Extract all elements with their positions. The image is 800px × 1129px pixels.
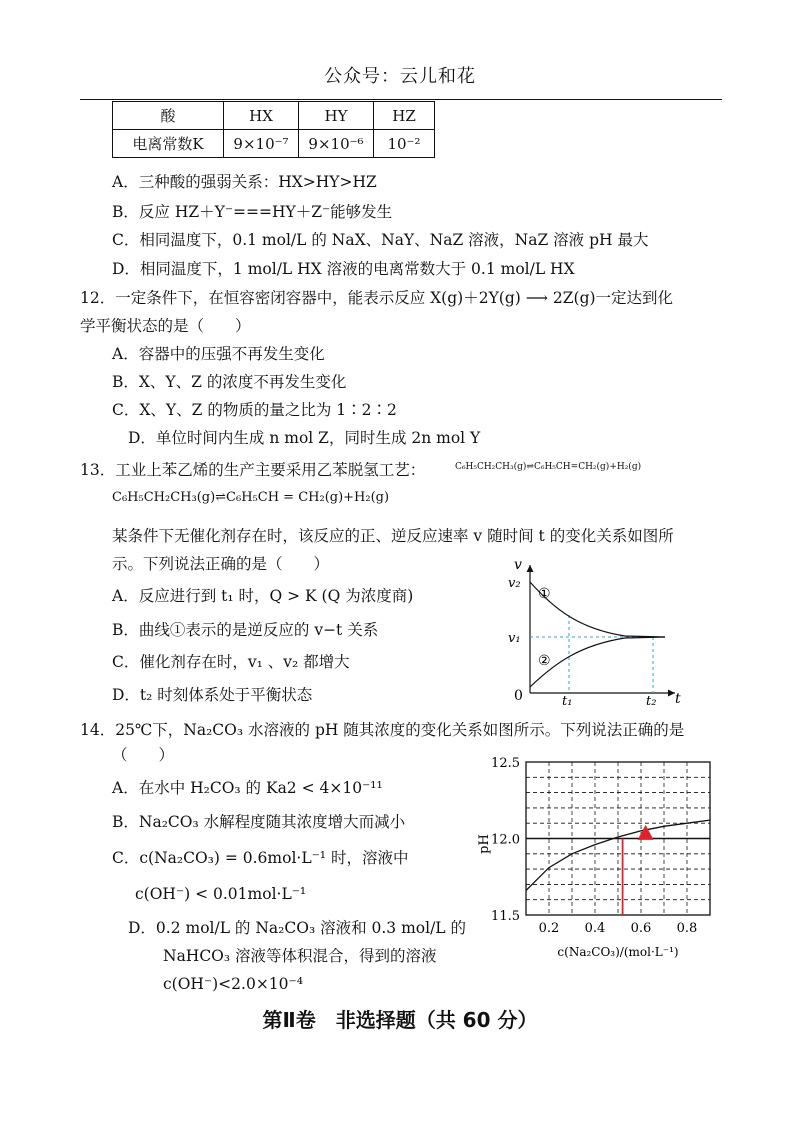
q12-stem-line2: 学平衡状态的是（ ） <box>80 317 251 335</box>
x-tick-label: 0.4 <box>584 921 606 936</box>
table-cell: 电离常数K <box>113 130 224 158</box>
table-cell: 酸 <box>113 102 224 130</box>
table-cell: 9×10⁻⁷ <box>224 130 299 158</box>
table-cell: HZ <box>374 102 435 130</box>
q13-equation: C₆H₅CH₂CH₃(g)⇌C₆H₅CH = CH₂(g)+H₂(g) <box>112 490 390 505</box>
q12-option-a: A．容器中的压强不再发生变化 <box>112 345 325 363</box>
q11-option-c: C．相同温度下，0.1 mol/L 的 NaX、NaY、NaZ 溶液，NaZ 溶液 pH 最大 <box>112 231 649 249</box>
q12-option-d: D．单位时间内生成 n mol Z，同时生成 2n mol Y <box>128 429 481 447</box>
red-arrow-icon <box>638 825 654 840</box>
q14-option-c-line1: C．c(Na₂CO₃) = 0.6mol·L⁻¹ 时，溶液中 <box>112 849 409 867</box>
q12-stem-line1: 12．一定条件下，在恒容密闭容器中，能表示反应 X(g)＋2Y(g) ⟶ 2Z(g)一定达到化 <box>80 289 674 307</box>
ph-concentration-chart <box>470 752 720 964</box>
table-cell: 10⁻² <box>374 130 435 158</box>
q14-stem-line1: 14．25℃下，Na₂CO₃ 水溶液的 pH 随其浓度的变化关系如图所示。下列说法正确的是 <box>80 721 685 739</box>
v2-label: v₂ <box>508 576 521 591</box>
v1-label: v₁ <box>508 631 521 646</box>
chart-grid <box>526 762 710 915</box>
y-axis-label: v <box>514 557 522 573</box>
q11-option-b: B．反应 HZ＋Y⁻===HY＋Z⁻能够发生 <box>112 203 393 221</box>
y-axis-label: pH <box>477 834 492 854</box>
x-tick-label: 0.8 <box>676 921 698 936</box>
table-header-row <box>113 102 435 130</box>
x-tick-label: 0.2 <box>538 921 560 936</box>
q13-option-a: A．反应进行到 t₁ 时，Q > K (Q 为浓度商) <box>112 587 414 605</box>
q12-option-b: B．X、Y、Z 的浓度不再发生变化 <box>112 373 347 391</box>
q14-option-d-line1: D．0.2 mol/L 的 Na₂CO₃ 溶液和 0.3 mol/L 的 <box>128 919 467 937</box>
q11-option-a: A．三种酸的强弱关系：HX>HY>HZ <box>112 173 377 191</box>
table-cell: 9×10⁻⁶ <box>299 130 374 158</box>
q14-option-b: B．Na₂CO₃ 水解程度随其浓度增大而减小 <box>112 813 406 831</box>
table-cell: HX <box>224 102 299 130</box>
q11-option-d: D．相同温度下，1 mol/L HX 溶液的电离常数大于 0.1 mol/L HX <box>112 260 575 278</box>
t1-label: t₁ <box>562 694 573 705</box>
rate-time-figure <box>500 555 690 705</box>
y-tick-label: 12.5 <box>491 756 520 771</box>
section-title: 第Ⅱ卷 非选择题（共 60 分） <box>262 1008 538 1032</box>
table-row <box>113 130 435 158</box>
y-tick-label: 12.0 <box>491 832 520 848</box>
q13-option-d: D．t₂ 时刻体系处于平衡状态 <box>112 686 313 704</box>
x-axis-label: t <box>675 691 681 705</box>
chart-ticks <box>491 756 697 936</box>
t2-label: t₂ <box>646 694 657 705</box>
table-cell: HY <box>299 102 374 130</box>
q13-equation-small: C₆H₅CH₂CH₃(g)⇌C₆H₅CH=CH₂(g)+H₂(g) <box>455 462 642 472</box>
q14-option-a: A．在水中 H₂CO₃ 的 Ka2 < 4×10⁻¹¹ <box>112 779 383 797</box>
q14-stem-line2: （ ） <box>112 746 175 764</box>
curve-1-label: ① <box>538 586 551 602</box>
q13-stem-line1: 13．工业上苯乙烯的生产主要采用乙苯脱氢工艺： <box>80 461 426 479</box>
q14-option-d-line3: c(OH⁻)<2.0×10⁻⁴ <box>163 975 303 993</box>
origin-label: 0 <box>514 688 523 704</box>
q13-stem-line3: 示。下列说法正确的是（ ） <box>112 555 330 573</box>
x-tick-label: 0.6 <box>630 921 652 936</box>
curve-2-label: ② <box>538 653 551 669</box>
header-rule <box>80 99 722 100</box>
q13-option-b: B．曲线①表示的是逆反应的 v−t 关系 <box>112 621 379 639</box>
q14-option-c-line2: c(OH⁻) < 0.01mol·L⁻¹ <box>135 885 307 903</box>
y-tick-label: 11.5 <box>491 909 520 924</box>
x-axis-label: c(Na₂CO₃)/(mol·L⁻¹) <box>557 945 679 959</box>
q13-option-c: C．催化剂存在时，v₁ 、v₂ 都增大 <box>112 653 350 671</box>
q13-stem-line2: 某条件下无催化剂存在时，该反应的正、逆反应速率 v 随时间 t 的变化关系如图所 <box>112 527 674 545</box>
q14-option-d-line2: NaHCO₃ 溶液等体积混合，得到的溶液 <box>163 947 437 965</box>
page-header: 公众号：云儿和花 <box>324 66 476 87</box>
q12-option-c: C．X、Y、Z 的物质的量之比为 1∶2∶2 <box>112 401 397 419</box>
ionization-constant-table <box>112 101 435 158</box>
